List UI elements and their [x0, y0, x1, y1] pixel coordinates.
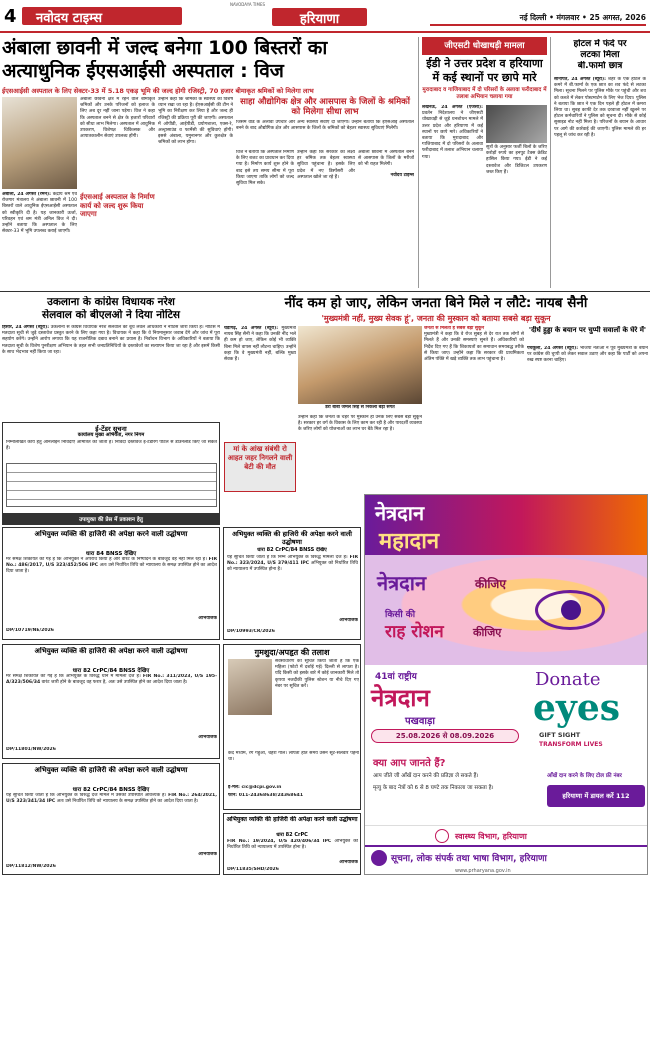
lead-body-col5: उन्होंने कहा कि सरकार का लक्ष्य हर श्रमिक तक बेहतर स्वास्थ्य सुविधा पहुंचाना है। इसके लिए प्रदेश में नए डिस्पेंसरी और अस्पताल खोले जा रहे हैं। [297, 150, 355, 180]
notice-5-section: धारा 82 CrPC/84 BNSS देखिए [72, 787, 150, 793]
emblem-icon [435, 829, 449, 843]
ed-kicker: जीएसटी धोखाधड़ी मामला [444, 41, 525, 51]
ad-cta-1: नेत्रदान [377, 571, 427, 595]
congress-headline-1: उकलाना के कांग्रेस विधायक नरेश [47, 296, 175, 308]
hotel-body: सोनीपत, 24 अगस्त (ब्यूरो): शहर के एक होटल के कमरे में बी.फार्मा के एक छात्र का शव फंदे से लटका मिला। सूचना मिलने पर पुलिस मौके पर पहुंची और शव को कब्जे में लेकर पोस्टमार्टम के लिए भेज दिया। पुलिस ने बताया कि छात्र ने एक दिन पहले ही होटल में कमरा लिया था। सुबह काफी देर तक दरवाजा नहीं खुलने पर होटल कर्मचारियों ने पुलिस को सूचना दी। मौके से कोई सुसाइड नोट नहीं मिला है। परिजनों के बयान के आधार पर आगे की कार्रवाई की जाएगी। पुलिस मामले की हर पहलू से जांच कर रही है। [554, 77, 646, 138]
notice-5-body: यह सूचित किया जाता है कि अभियुक्त के विरुद्ध दर्ज मामले में उसकी उपस्थिति आवश्यक है। FIR No.: 264/2021, U/S 323/341/34 IPC अतः उसे निर्धारित तिथि को न्यायालय के समक्ष उपस्थित होने का आदेश दिया जाता है। [6, 793, 217, 805]
notice-5-title: अभियुक्त व्यक्ति की हाजिरी की अपेक्षा करने वाली उद्घोषणा [34, 766, 188, 774]
tender-footer-bar [3, 513, 219, 524]
saini-body-col3: जनता से मिलता है सबसे बड़ा सुकून मुख्यमंत्री ने कहा कि वे रोज सुबह से देर रात तक लोगों से मिलते हैं और उनकी समस्याएं सुनते हैं। अधिकारियों को निर्देश दिए गए हैं कि शिकायतों का समाधान समयबद्ध तरीके से किया जाए। उन्होंने कहा कि सरकार की प्राथमिकता अंतिम पंक्ति में खड़े व्यक्ति तक लाभ पहुंचाना है। [424, 326, 524, 363]
saini-kicker: 'मुख्यमंत्री नहीं, मुख्य सेवक हूं', जनता की मुस्कान को बताया सबसे बड़ा सुकून [321, 314, 551, 323]
ad-question: क्या आप जानते हैं? [373, 758, 446, 769]
saini-body-col2: उन्होंने कहा कि जनता के चेहरे पर मुस्कान ही उनके लिए सबसे बड़ा सुकून है। सरकार हर वर्ग के विकास के लिए काम कर रही है और पारदर्शी व्यवस्था के जरिए लोगों को योजनाओं का लाभ घर बैठे मिल रहा है। [298, 415, 422, 433]
ad-cta-2: कीजिए [475, 577, 506, 591]
header-rule [0, 31, 650, 33]
notice-1-body: मेरे समक्ष शिकायत की गई है कि अभियुक्त ने अपराध किया है और वारंट के निष्पादन के बावजूद वह नहीं मिल रहा है। FIR No.: 486/2017, U/S 323/452/506 IPC अतः उसे निर्धारित तिथि को न्यायालय के समक्ष उपस्थित होने का आदेश दिया जाता है। [6, 557, 217, 575]
notice-6-title: अभियुक्त व्यक्ति की हाजिरी की अपेक्षा करने वाली उद्घोषणा [226, 816, 358, 823]
saini-body-col1: चंडीगढ़, 24 अगस्त (ब्यूरो): मुख्यमंत्री नायब सिंह सैनी ने कहा कि उनकी नींद भले ही कम हो जाए, लेकिन कोई भी व्यक्ति बिना मिले वापस नहीं लौटना चाहिए। उन्होंने कहा कि वे मुख्यमंत्री नहीं, बल्कि मुख्य सेवक हैं। [224, 326, 296, 363]
saini-headline: नींद कम हो जाए, लेकिन जनता बिने मिले न लौटे: नायब सैनी [284, 295, 588, 311]
notice-4-section: धारा 82 CrPC/84 BNSS देखिए [72, 668, 150, 674]
notice-5-signer: अभियोजक [198, 852, 217, 857]
ed-story [418, 37, 548, 288]
lead-headline-1: अंबाला छावनी में जल्द बनेगा 100 बिस्तरों का [2, 37, 328, 59]
notice-1-section: धारा 84 BNSS देखिए [85, 551, 137, 557]
notice-4-fir: FIR No.: 311/2023, U/S 195-A/323/506/34 [6, 674, 217, 686]
notice-1-code: DP/10719/NE/2026 [6, 628, 54, 633]
missing-body: सर्वसाधारण को सूचित किया जाता है कि एक महिला (फोटो में दर्शाई गई) दिल्ली से लापता है। यदि किसी को इसके बारे में कोई जानकारी मिले तो कृपया नजदीकी पुलिस स्टेशन या नीचे दिए गए नंबर पर सूचित करें। [275, 659, 359, 689]
saini-sub-head: जनता से मिलता है सबसे बड़ा सुकून [424, 326, 485, 331]
ad-fortnight: पखवाड़ा [405, 716, 435, 727]
tender-office: कार्यालय मुख्य अभियंता, नगर निगम [77, 432, 145, 438]
masthead-banner [22, 7, 182, 25]
congress-headline-2: सेलवाल को बीएलओ ने दिया नोटिस [42, 309, 180, 321]
lead-pull-quote: ईएसआई अस्पताल के निर्माण कार्य को जल्द शुरू किया जाएगा [80, 193, 155, 218]
ed-body-col1: लखनऊ, 24 अगस्त (एजेंसी): प्रवर्तन निदेशालय ने जीएसटी धोखाधड़ी से जुड़े धनशोधन मामले में उत्तर प्रदेश और हरियाणा में कई स्थानों पर छापे मारे। अधिकारियों ने बताया कि मुरादाबाद और गाजियाबाद में दो परिसरों के अलावा फरीदाबाद में तलाश अभियान चलाया गया। [422, 105, 483, 160]
notice-1-title: अभियुक्त व्यक्ति की हाजिरी की अपेक्षा करने वाली उद्घोषणा [34, 530, 188, 538]
ad-eye-graphic [365, 555, 648, 665]
notice-6-body: FIR No.: 19/2024, U/S 420/406/34 IPC अभियुक्त को निर्धारित तिथि को न्यायालय में उपस्थित होना है। [227, 839, 358, 851]
notice-2-signer: अभियोजक [339, 618, 358, 623]
dera-story [527, 326, 648, 492]
missing-phone: फोन: 011-24368638/24368641 [228, 793, 304, 798]
notice-1-signer: अभियोजक [198, 616, 217, 621]
ad-donate-block [525, 665, 648, 755]
ad-edition: 41वां राष्ट्रीय [375, 672, 417, 682]
edition-tag: NAVODAYA TIMES [230, 2, 266, 7]
saini-dateline: चंडीगढ़, 24 अगस्त (ब्यूरो): [224, 326, 279, 331]
dera-headline: 'दीर्घ हुड्डा के बयान पर चुप्पी सवालों के घेरे में' [528, 326, 647, 334]
missing-photo [228, 659, 272, 715]
missing-body-2: कद मध्यम, रंग गेहुंआ, चेहरा गोल। लापता होते समय उसने सूट-सलवार पहना था। [228, 751, 359, 763]
ad-eyes: eyes [533, 687, 620, 729]
congress-body: हिसार, 24 अगस्त (ब्यूरो): उकलाना से कांग्रेस विधायक नरेश सेलवाल को बूथ लेवल अधिकारी ने नोटिस जारी किया है। नोटिस में मतदाता सूची से जुड़े दस्तावेज प्रस्तुत करने के लिए कहा गया है। विधायक ने कहा कि वे नियमानुसार जवाब देंगे और जांच में पूरा सहयोग करेंगे। उन्होंने आरोप लगाया कि यह राजनीतिक दबाव बनाने का प्रयास है। निर्वाचन विभाग के अधिकारियों ने बताया कि मतदाता सूची के विशेष पुनरीक्षण अभियान के तहत सभी जनप्रतिनिधियों के दस्तावेजों का सत्यापन किया जा रहा है और इसमें किसी के साथ भेदभाव नहीं किया जा रहा। [2, 325, 220, 355]
lead-body-col1: अंबाला, 24 अगस्त (रमन): केंद्रीय श्रम एवं रोजगार मंत्रालय ने अंबाला छावनी में 100 बिस्तरों वाले आधुनिक ईएसआईसी अस्पताल को स्वीकृति दी है। यह जानकारी ऊर्जा, परिवहन एवं श्रम मंत्री अनिल विज ने दी। उन्होंने बताया कि अस्पताल के लिए सेक्टर-33 में भूमि उपलब्ध कराई जाएगी। [2, 192, 77, 235]
ad-fact-1: आप जीते जी आँखें दान करने की प्रतिज्ञा ले सकते हैं। [373, 773, 479, 779]
ad-panel [364, 494, 648, 875]
hotel-dateline: सोनीपत, 24 अगस्त (ब्यूरो): [554, 77, 606, 82]
notice-1 [2, 527, 220, 640]
notice-4-body: मेरे समक्ष शिकायत की गई है कि अभियुक्त के विरुद्ध थाने में मामला दर्ज है। FIR No.: 311/2023, U/S 195-A/323/506/34 वारंट जारी होने के बावजूद वह फरार है, अतः उसे उपस्थित होने का आदेश दिया जाता है। [6, 674, 217, 686]
notice-6-signer: अभियोजक [339, 860, 358, 865]
dera-dateline: पंचकूला, 24 अगस्त (ब्यूरो): [527, 346, 579, 351]
ad-web: www.prharyana.gov.in [455, 868, 511, 874]
lead-body-col3: उन्होंने कहा कि श्रमिकों के स्वास्थ्य का विशेष ध्यान रखा जा रहा है। ईएसआईसी की टीम ने भूमि का निरीक्षण कर लिया है और जल्द ही रजिस्ट्री की प्रक्रिया पूरी की जाएगी। अस्पताल में ओपीडी, आईपीडी, प्रयोगशाला, एक्स-रे, अल्ट्रासाउंड व फार्मेसी की सुविधाएं होंगी। इससे अंबाला, यमुनानगर और कुरुक्षेत्र के श्रमिकों को लाभ होगा। [158, 97, 233, 146]
ad-footer: सूचना, लोक संपर्क तथा भाषा विभाग, हरियाणा [391, 854, 547, 864]
missing-body-text: सर्वसाधारण को सूचित किया जाता है कि एक महिला (फोटो में दर्शाई गई) दिल्ली से लापता है। [275, 659, 359, 671]
notice-5 [2, 763, 220, 875]
ad-cta-3: किसी की [385, 610, 416, 620]
ad-footer-bar [365, 845, 648, 867]
ed-photo [486, 105, 547, 143]
ad-helpline: हरियाणा में डायल करें 112 [562, 792, 630, 800]
ad-dept-strip [365, 825, 648, 845]
section-title: हरियाणा [299, 12, 340, 27]
ad-cta-5: कीजिए [473, 626, 502, 639]
ad-fact-3: आँखें दान करने के लिए टोल फ्री नंबर [547, 773, 622, 779]
missing-notice [223, 644, 361, 810]
notice-1-fir: FIR No.: 486/2017, U/S 323/452/506 IPC [6, 557, 217, 569]
tender-title: ई-टेंडर सूचना [95, 425, 127, 433]
hotel-headline-1: होटल में फंदे पर [573, 39, 627, 49]
ad-dept: स्वास्थ्य विभाग, हरियाणा [455, 832, 527, 841]
ad-donate: Donate [535, 669, 601, 690]
ed-subhead: मुरादाबाद व गाजियाबाद में दो परिसरों के अलावा फरीदाबाद में तलाश अभियान चलाया गया [422, 87, 547, 100]
ed-dateline: लखनऊ, 24 अगस्त (एजेंसी): [422, 105, 483, 110]
tender-notice [2, 422, 220, 525]
notice-2-title: अभियुक्त व्यक्ति की हाजिरी की अपेक्षा करने वाली उद्घोषणा [232, 530, 352, 546]
lead-reporter: नवोदय टाइम्स [390, 172, 414, 178]
notice-2-code: DP/10993/CR/2026 [227, 629, 275, 634]
notice-6-fir: FIR No.: 19/2024, U/S 420/406/34 IPC [227, 839, 332, 844]
ad-brand: नेत्रदान [375, 501, 425, 525]
notice-5-fir: FIR No.: 264/2021, U/S 323/341/34 IPC [6, 793, 217, 805]
hotel-headline-2: लटका मिला [580, 50, 620, 60]
lead-body-col2: अंबाला छावनी क्षेत्र में रहने वाले बीमाकृत श्रमिकों और उनके परिजनों को इलाज के लिए अब दूर नहीं जाना पड़ेगा। विज ने कहा कि अस्पताल बनने से क्षेत्र के हजारों परिवारों को सीधा लाभ मिलेगा। अस्पताल में आधुनिक उपकरण, विशेषज्ञ चिकित्सक और आपातकालीन सेवाएं उपलब्ध होंगी। ईएसआई अस्पताल के निर्माण कार्य को जल्द शुरू किया जाएगा [80, 97, 155, 218]
dera-body: पंचकूला, 24 अगस्त (ब्यूरो): भाजपा नेताओं ने पूर्व मुख्यमंत्री के बयान पर कांग्रेस की चुप्पी को लेकर सवाल उठाए और कहा कि पार्टी को अपना रुख स्पष्ट करना चाहिए। [527, 346, 648, 364]
saini-photo [298, 326, 422, 404]
tender-table [6, 463, 217, 507]
notice-2-body: यह सूचित किया जाता है कि निम्न अभियुक्त के विरुद्ध मामला दर्ज है। FIR No.: 323/2024, U/S 379/411 IPC अभियुक्त को निर्धारित तिथि को न्यायालय में उपस्थित होना है। [227, 555, 358, 573]
page-number: 4 [4, 6, 17, 27]
ed-kicker-bar [422, 37, 547, 55]
tender-body: निम्नलिखित कार्य हेतु ऑनलाइन निविदाएं आमंत्रित की जाती हैं। निविदा दस्तावेज ई-टेंडरिंग पोर्टल से डाउनलोड किए जा सकते हैं। [6, 440, 217, 452]
ed-body-col2: सूत्रों के अनुसार फर्जी बिलों के जरिए करोड़ों रुपये का इनपुट टैक्स क्रेडिट हासिल किया गया। ईडी ने कई दस्तावेज और डिजिटल उपकरण जब्त किए हैं। [486, 105, 547, 285]
lead-body-col6: अंबाला छावनी में अस्पताल बनने से आसपास के जिलों के मरीजों को भी राहत मिलेगी। नवोदय टाइम्स [358, 150, 414, 178]
saini-box-head: मां के आंख संबंधी रो आहत जहर निगलने वाली बेटी की मौत [227, 445, 293, 471]
ad-dates: 25.08.2026 से 08.09.2026 [395, 732, 495, 740]
tender-footer: उपायुक्त की प्रेस में प्रकाशन हेतु [79, 517, 143, 523]
ed-headline-2: में कई स्थानों पर छापे मारे [432, 71, 537, 84]
missing-title: गुमशुदा/अपहृत की तलाश [254, 648, 330, 657]
notice-6 [223, 813, 361, 875]
minister-photo [2, 97, 77, 189]
ed-headline-1: ईडी ने उत्तर प्रदेश व हरियाणा [426, 57, 543, 70]
ad-tagline: महादान [379, 529, 440, 554]
missing-contact: ई-मेल: cic@dcpi.gov.in [228, 785, 282, 790]
lead-sub-intro: जिसमें वार्ड के अलावा उपचार और अन्य स्वास्थ्य सेवाएं दी जाएंगी। उन्होंने बताया कि ईएसआई अस्पताल बनने के बाद औद्योगिक क्षेत्र और आसपास के जिलों के श्रमिकों को बेहतर स्वास्थ्य सुविधाएं मिलेंगी। [236, 120, 414, 132]
ad-campaign-block [365, 665, 525, 755]
lead-body-col4: विज ने बताया कि अस्पताल निर्माण के लिए बजट का प्रावधान कर दिया गया है। निर्माण कार्य शुरू होने के बाद इसे तय समय सीमा में पूरा किया जाएगा ताकि लोगों को जल्द सुविधा मिल सके। [236, 150, 294, 187]
notice-6-code: DP/11835/SHD/2026 [227, 867, 279, 872]
ad-fact-2: मृत्यु के बाद नेत्रों को 6 से 8 घण्टे तक निकाला जा सकता है। [373, 785, 494, 791]
ad-gift: GIFT SIGHT [539, 731, 581, 739]
ad-helpline-box [547, 785, 645, 807]
notice-2 [223, 527, 361, 640]
saini-box [224, 442, 296, 492]
ad-campaign: नेत्रदान [371, 684, 430, 712]
notice-2-section: धारा 82 CrPC/84 BNSS देखिए [257, 547, 327, 553]
notice-2-fir: FIR No.: 323/2024, U/S 379/411 IPC [227, 555, 358, 567]
hotel-headline-3: बी.फार्मा छात्र [577, 61, 623, 71]
lead-headline-2: अत्याधुनिक ईएसआईसी अस्पताल : विज [2, 60, 284, 82]
congress-dateline: हिसार, 24 अगस्त (ब्यूरो): [2, 325, 50, 330]
notice-4-signer: अभियोजक [198, 735, 217, 740]
ad-dates-pill [371, 729, 519, 743]
notice-5-code: DP/11812/NW/2026 [6, 864, 56, 869]
lead-sub-head: साहा औद्योगिक क्षेत्र और आसपास के जिलों के श्रमिकों को मिलेगा सीधा लाभ [240, 97, 410, 117]
notice-4-title: अभियुक्त व्यक्ति की हाजिरी की अपेक्षा करने वाली उद्घोषणा [34, 647, 188, 655]
ad-transform: TRANSFORM LIVES [539, 741, 603, 748]
notice-6-section: धारा 82 CrPC [276, 832, 308, 838]
section-tab [272, 8, 367, 26]
ad-top-banner [365, 495, 648, 555]
saini-photo-caption: डेरा बाबा जैमल सिंह से निकली बड़ी संगत [325, 405, 395, 410]
notice-4-code: DP/11801/NW/2026 [6, 747, 56, 752]
ad-cta-4: राह रोशन [385, 622, 444, 642]
page-date: नई दिल्ली • मंगलवार • 25 अगस्त, 2026 [519, 13, 646, 22]
masthead-bar [0, 0, 650, 30]
section-rule-1 [0, 291, 650, 292]
lead-dateline: अंबाला, 24 अगस्त (रमन): [2, 192, 51, 197]
info-icon [371, 850, 387, 866]
dateline-strip [430, 12, 646, 26]
hotel-story [550, 37, 648, 288]
masthead-title: नवोदय टाइम्स [36, 11, 103, 26]
pupil-icon [561, 600, 581, 620]
lead-strap: ईएसआईसी अस्पताल के लिए सेक्टर-33 में 5.18 एकड़ भूमि की जल्द होगी रजिस्ट्री, 70 हजार बीमाकृत श्रमिकों को मिलेगा लाभ [2, 87, 314, 95]
notice-4 [2, 644, 220, 759]
